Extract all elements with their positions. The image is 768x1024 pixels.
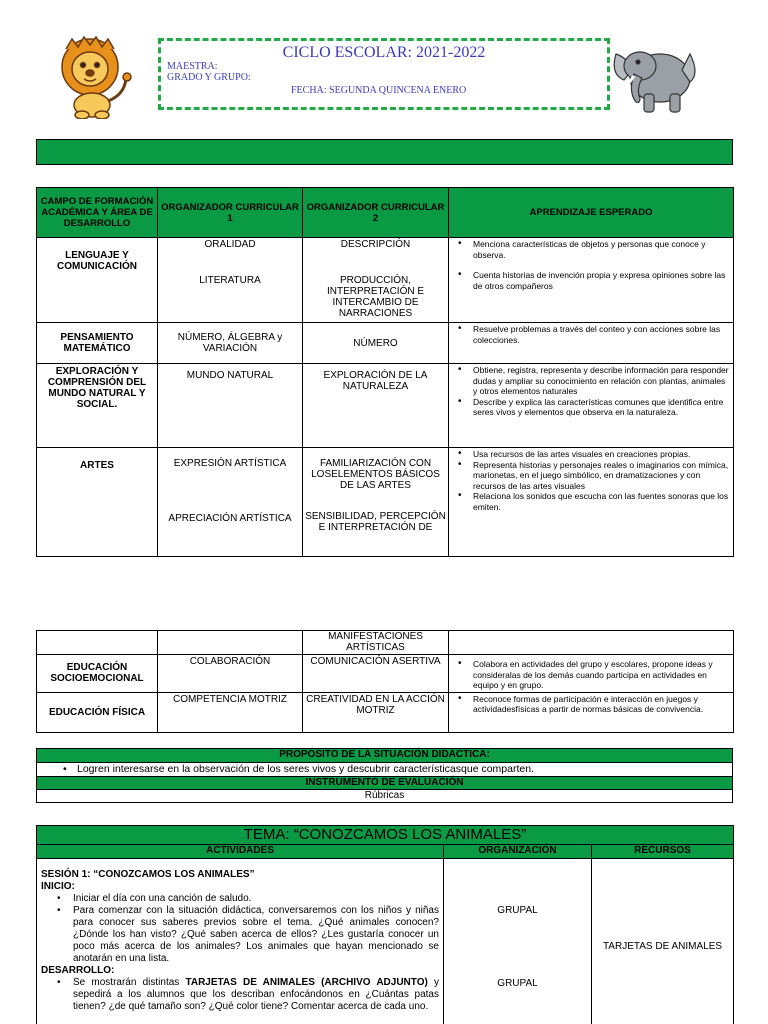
bold-text: TARJETAS DE ANIMALES (ARCHIVO ADJUNTO)	[185, 977, 428, 988]
list-item: • Relaciona los sonidos que escucha con las fuentes sonoras que los emiten.	[453, 491, 729, 512]
aprendizaje-cell	[449, 323, 734, 364]
header-box	[158, 38, 610, 110]
header-org2: ORGANIZADOR CURRICULAR 2	[303, 188, 449, 238]
list-item: • Iniciar el día con una canción de saludo.	[41, 893, 439, 905]
org2-text: PRODUCCIÓN, INTERPRETACIÓN E INTERCAMBIO DE NARRACIONES	[326, 275, 425, 319]
activities-table	[36, 825, 734, 1024]
list-item: • Colabora en actividades del grupo y escolares, propone ideas y consideralas de los demás cuando participa en actividades en equipo y en grupo.	[453, 659, 729, 691]
list-item: • Describe y explica las características comunes que identifica entre seres vivos y elementos que observa en la naturaleza.	[453, 397, 729, 418]
org1-text: EXPRESIÓN ARTÍSTICA	[173, 458, 287, 469]
table-row	[37, 859, 734, 1024]
list-item: • Para comenzar con la situación didáctica, conversaremos con los niños y niñas para conocer sus saberes previos sobre el tema. ¿Qué animales conocen? ¿Dónde los han visto? ¿Qué saben acerca de ellos? ¿Les gustaría conocer un poco más acerca de los animales? Los animales que hayan mencionado se anotarán en una lista.	[41, 905, 439, 965]
title-bar	[36, 139, 733, 165]
org-grupal: GRUPAL	[497, 905, 538, 916]
curriculum-table-continued	[36, 630, 734, 733]
org-grupal: GRUPAL	[497, 978, 538, 989]
text: Se mostrarán distintas	[73, 977, 186, 988]
header-campo: CAMPO DE FORMACIÓN ACADÉMICA Y ÁREA DE DESARROLLO	[37, 188, 158, 238]
list-item: • Resuelve problemas a través del conteo y con acciones sobre las colecciones.	[453, 324, 729, 345]
campo-cell: EXPLORACIÓN Y COMPRENSIÓN DEL MUNDO NATURAL Y SOCIAL.	[37, 364, 158, 448]
curriculum-table	[36, 187, 734, 557]
header-org1: ORGANIZADOR CURRICULAR 1	[158, 188, 303, 238]
list-item: • Cuenta historias de invención propia y expresa opiniones sobre las de otros compañeros	[453, 270, 729, 291]
list-item: • Representa historias y personajes reales o imaginarios con mímica, marionetas, en el juego simbólico, en dramatizaciones y con recursos de las artes visuales	[453, 460, 729, 492]
fecha-label: FECHA: SEGUNDA QUINCENA ENERO	[291, 85, 467, 96]
session-title: SESIÓN 1: “CONOZCAMOS LOS ANIMALES”	[41, 869, 255, 880]
col-organizacion: ORGANIZACIÓN	[444, 845, 592, 859]
proposito-text: Logren interesarse en la observación de los seres vivos y descubrir característicasque comparten.	[77, 763, 534, 775]
org1-cell: COMPETENCIA MOTRIZ	[158, 692, 303, 732]
list-item: • Usa recursos de las artes visuales en creaciones propias.	[453, 449, 729, 460]
table-row	[37, 238, 734, 323]
list-item: • Menciona características de objetos y personas que conoce y observa.	[453, 239, 729, 260]
grado-label: GRADO Y GRUPO:	[167, 72, 251, 83]
org1-cell: COLABORACIÓN	[158, 655, 303, 693]
list-item	[41, 977, 439, 1013]
text: y sepedirá a los alumnos que los describan enfocándonos en ¿Cuántas patas tienen? ¿de qué tamaño son? ¿Qué color tiene? Comentar acerca de cada uno.	[73, 977, 439, 1012]
proposito-title: PROPÓSITO DE LA SITUACIÓN DIDÁCTICA:	[37, 749, 733, 763]
org1-text: LITERATURA	[199, 275, 261, 286]
org2-text: FAMILIARIZACIÓN CON LOSELEMENTOS BÁSICOS DE LAS ARTES	[311, 458, 440, 491]
aprendizaje-cell	[449, 364, 734, 448]
proposito-table	[36, 748, 733, 803]
org2-cell: COMUNICACIÓN ASERTIVA	[303, 655, 449, 693]
aprendizaje-cell	[449, 238, 734, 323]
aprendizaje-cell	[449, 655, 734, 693]
org2-cell	[303, 238, 449, 323]
instrumento-title: INSTRUMENTO DE EVALUACIÓN	[37, 777, 733, 790]
aprendizaje-cell	[449, 631, 734, 655]
proposito-item	[37, 763, 732, 775]
ciclo-escolar: CICLO ESCOLAR: 2021-2022	[282, 44, 486, 61]
org1-text: ORALIDAD	[204, 239, 256, 250]
org1-cell: NÚMERO, ÁLGEBRA y VARIACIÓN	[158, 323, 303, 364]
org2-cell: EXPLORACIÓN DE LA NATURALEZA	[303, 364, 449, 448]
table-row	[37, 631, 734, 655]
aprendizaje-cell	[449, 692, 734, 732]
header-aprendizaje: APRENDIZAJE ESPERADO	[449, 188, 734, 238]
actividades-cell	[37, 859, 444, 1024]
aprendizaje-cell	[449, 448, 734, 557]
org2-cell: MANIFESTACIONES ARTÍSTICAS	[303, 631, 449, 655]
org1-text: APRECIACIÓN ARTÍSTICA	[168, 513, 292, 524]
table-row	[37, 692, 734, 732]
organizacion-cell	[444, 859, 592, 1024]
org2-cell	[303, 448, 449, 557]
col-recursos: RECURSOS	[592, 845, 734, 859]
table-row	[37, 364, 734, 448]
maestra-label: MAESTRA:	[167, 61, 218, 72]
campo-cell	[37, 631, 158, 655]
list-item: • Reconoce formas de participación e interacción en juegos y actividadesfísicas a partir de normas básicas de convivencia.	[453, 694, 729, 715]
table-row	[37, 655, 734, 693]
tema-title: TEMA: “CONOZCAMOS LOS ANIMALES”	[37, 826, 734, 845]
org2-cell: CREATIVIDAD EN LA ACCIÓN MOTRIZ	[303, 692, 449, 732]
table-row	[37, 323, 734, 364]
campo-cell: EDUCACIÓN SOCIOEMOCIONAL	[37, 655, 158, 693]
col-actividades: ACTIVIDADES	[37, 845, 444, 859]
org2-text: SENSIBILIDAD, PERCEPCIÓN E INTERPRETACIÓN DE	[305, 511, 446, 533]
lion-icon	[50, 35, 142, 119]
org2-cell: NÚMERO	[303, 323, 449, 364]
table-row	[37, 448, 734, 557]
campo-cell: EDUCACIÓN FÍSICA	[37, 692, 158, 732]
campo-cell: LENGUAJE Y COMUNICACIÓN	[37, 238, 158, 323]
org1-cell	[158, 448, 303, 557]
list-item: • Obtiene, registra, representa y describe información para responder dudas y ampliar su conocimiento en relación con plantas, animales y otros elementos naturales	[453, 365, 729, 397]
inicio-label: INICIO:	[41, 881, 75, 892]
org2-text: DESCRIPCIÓN	[340, 239, 411, 250]
org1-cell	[158, 238, 303, 323]
campo-cell: PENSAMIENTO MATEMÁTICO	[37, 323, 158, 364]
campo-cell: ARTES	[37, 448, 158, 557]
proposito-cell	[37, 763, 733, 777]
recursos-cell: TARJETAS DE ANIMALES	[592, 859, 734, 1024]
desarrollo-label: DESARROLLO:	[41, 965, 115, 976]
org1-cell	[158, 631, 303, 655]
instrumento-value: Rúbricas	[37, 790, 733, 803]
org1-cell: MUNDO NATURAL	[158, 364, 303, 448]
elephant-icon	[610, 40, 700, 116]
